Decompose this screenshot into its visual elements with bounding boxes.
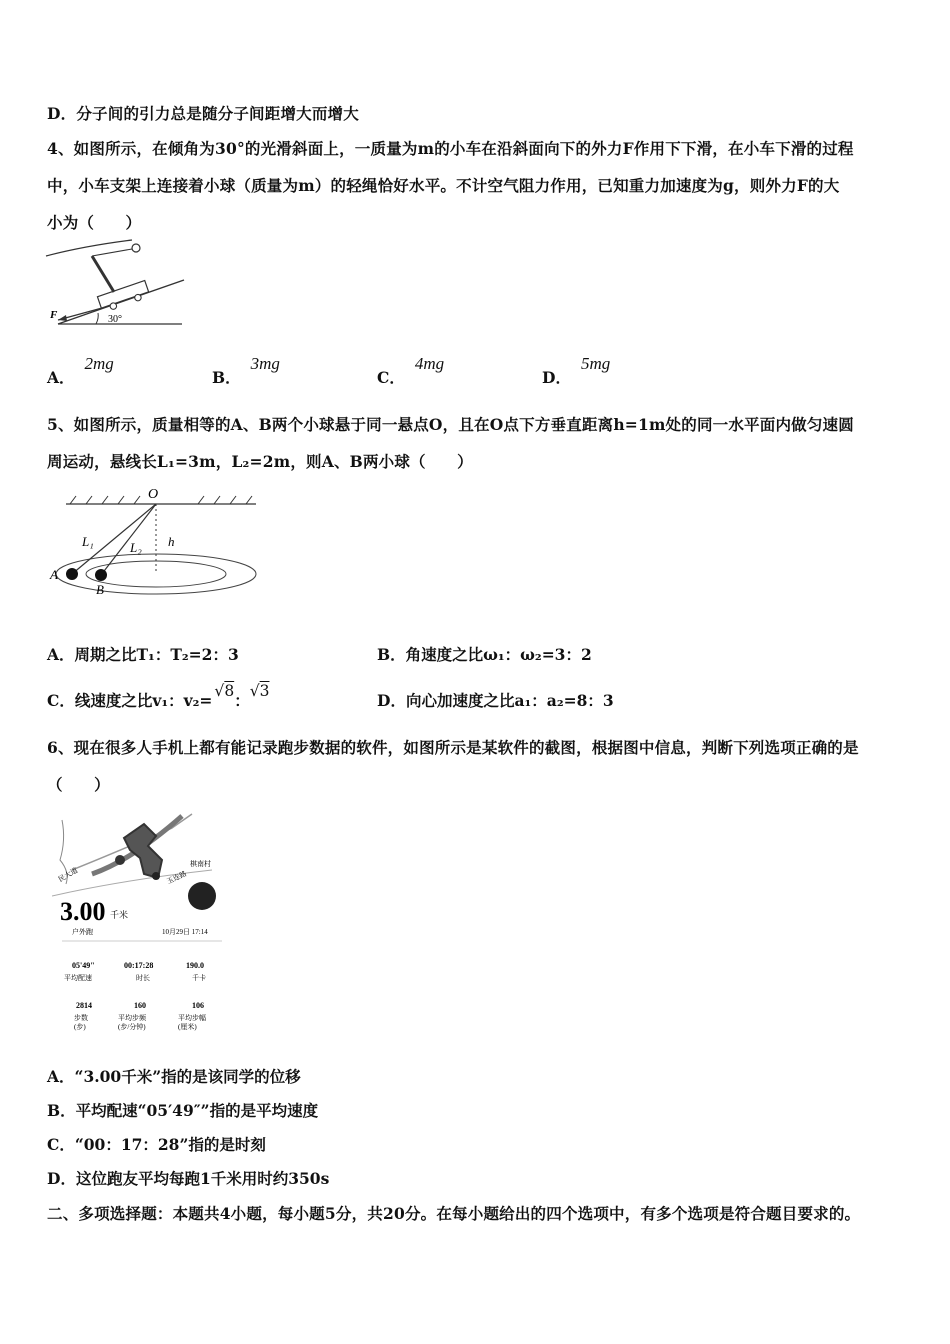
q5-stem-line2: 周运动，悬线长L₁=3m，L₂=2m，则A、B两小球（ ）: [47, 452, 473, 471]
stat-stride-label: 平均步幅(厘米): [178, 1014, 206, 1031]
q5-option-a: A．周期之比T₁：T₂=2：3: [47, 645, 239, 664]
q4-force-label: F: [50, 309, 58, 321]
section-2-heading: 二、多项选择题：本题共4小题，每小题5分，共20分。在每小题给出的四个选项中，有多个选项是符合题目要求的。: [47, 1204, 861, 1223]
q6-option-d: D．这位跑友平均每跑1千米用时约350s: [47, 1169, 330, 1188]
run-distance-value: 3.00: [60, 897, 106, 926]
q3-option-d: D．分子间的引力总是随分子间距增大而增大: [47, 104, 359, 123]
q5-option-b: B．角速度之比ω₁：ω₂=3：2: [377, 645, 592, 664]
map-village-label: 棋南村: [190, 860, 211, 868]
q6-stem-line1: 6、现在很多人手机上都有能记录跑步数据的软件，如图所示是某软件的截图，根据图中信息，判断下列选项正确的是: [47, 738, 859, 757]
running-app-screenshot: [52, 810, 232, 1040]
q4-option-c: C．4mg: [377, 354, 445, 387]
q6-stem-line2: （ ）: [47, 775, 110, 794]
map-road-label-1: 民大道: [57, 866, 80, 884]
stat-stride-value: 106: [192, 1001, 204, 1010]
q6-option-c: C．“00：17：28”指的是时刻: [47, 1135, 266, 1154]
q5-ball-b-label: B: [96, 582, 104, 597]
stat-calories-value: 190.0: [186, 961, 204, 970]
q4-stem-line2: 中，小车支架上连接着小球（质量为m）的轻绳恰好水平。不计空气阻力作用，已知重力加速度为g，则外力F的大: [47, 176, 840, 195]
stat-duration-label: 时长: [136, 974, 150, 982]
q5-option-c: C．线速度之比v₁：v₂= √8：√3: [47, 682, 270, 710]
q5-stem-line1: 5、如图所示，质量相等的A、B两个小球悬于同一悬点O，且在O点下方垂直距离h=1m处的同一水平面内做匀速圆: [47, 415, 854, 434]
q4-incline-figure: [44, 238, 192, 332]
stat-calories-label: 千卡: [192, 974, 206, 982]
stat-cadence-label: 平均步频(步/分钟): [118, 1014, 146, 1031]
q4-stem-line1: 4、如图所示，在倾角为30°的光滑斜面上，一质量为m的小车在沿斜面向下的外力F作用下下滑，在小车下滑的过程: [47, 139, 854, 158]
q5-ball-a-label: A: [50, 567, 58, 582]
q4-angle-label: 30°: [108, 314, 122, 325]
stat-steps-value: 2814: [76, 1001, 92, 1010]
q6-option-a: A．“3.00千米”指的是该同学的位移: [47, 1067, 301, 1086]
run-activity-type: 户外跑: [72, 928, 93, 936]
q4-option-a: A．2mg: [47, 354, 114, 387]
q6-option-b: B．平均配速“05′49″”指的是平均速度: [47, 1101, 319, 1120]
q5-l2-label: L₂: [130, 540, 142, 555]
q4-option-b: B．3mg: [212, 354, 280, 387]
q5-l1-label: L₁: [82, 534, 94, 549]
q5-h-label: h: [168, 534, 175, 549]
q4-option-d: D．5mg: [542, 354, 611, 387]
stat-steps-label: 步数(步): [74, 1014, 88, 1031]
stat-pace-value: 05'49": [72, 961, 95, 970]
run-distance-unit: 千米: [110, 910, 129, 920]
q5-point-o: O: [148, 487, 159, 502]
q5-option-d: D．向心加速度之比a₁：a₂=8：3: [377, 691, 614, 710]
run-datetime: 10月29日 17:14: [162, 928, 208, 936]
q5-pendulum-figure: [44, 484, 264, 600]
q4-stem-line3: 小为（ ）: [47, 213, 142, 232]
stat-cadence-value: 160: [134, 1001, 146, 1010]
stat-pace-label: 平均配速: [64, 974, 92, 982]
map-road-label-2: 玉连路: [165, 869, 188, 886]
stat-duration-value: 00:17:28: [124, 961, 154, 970]
